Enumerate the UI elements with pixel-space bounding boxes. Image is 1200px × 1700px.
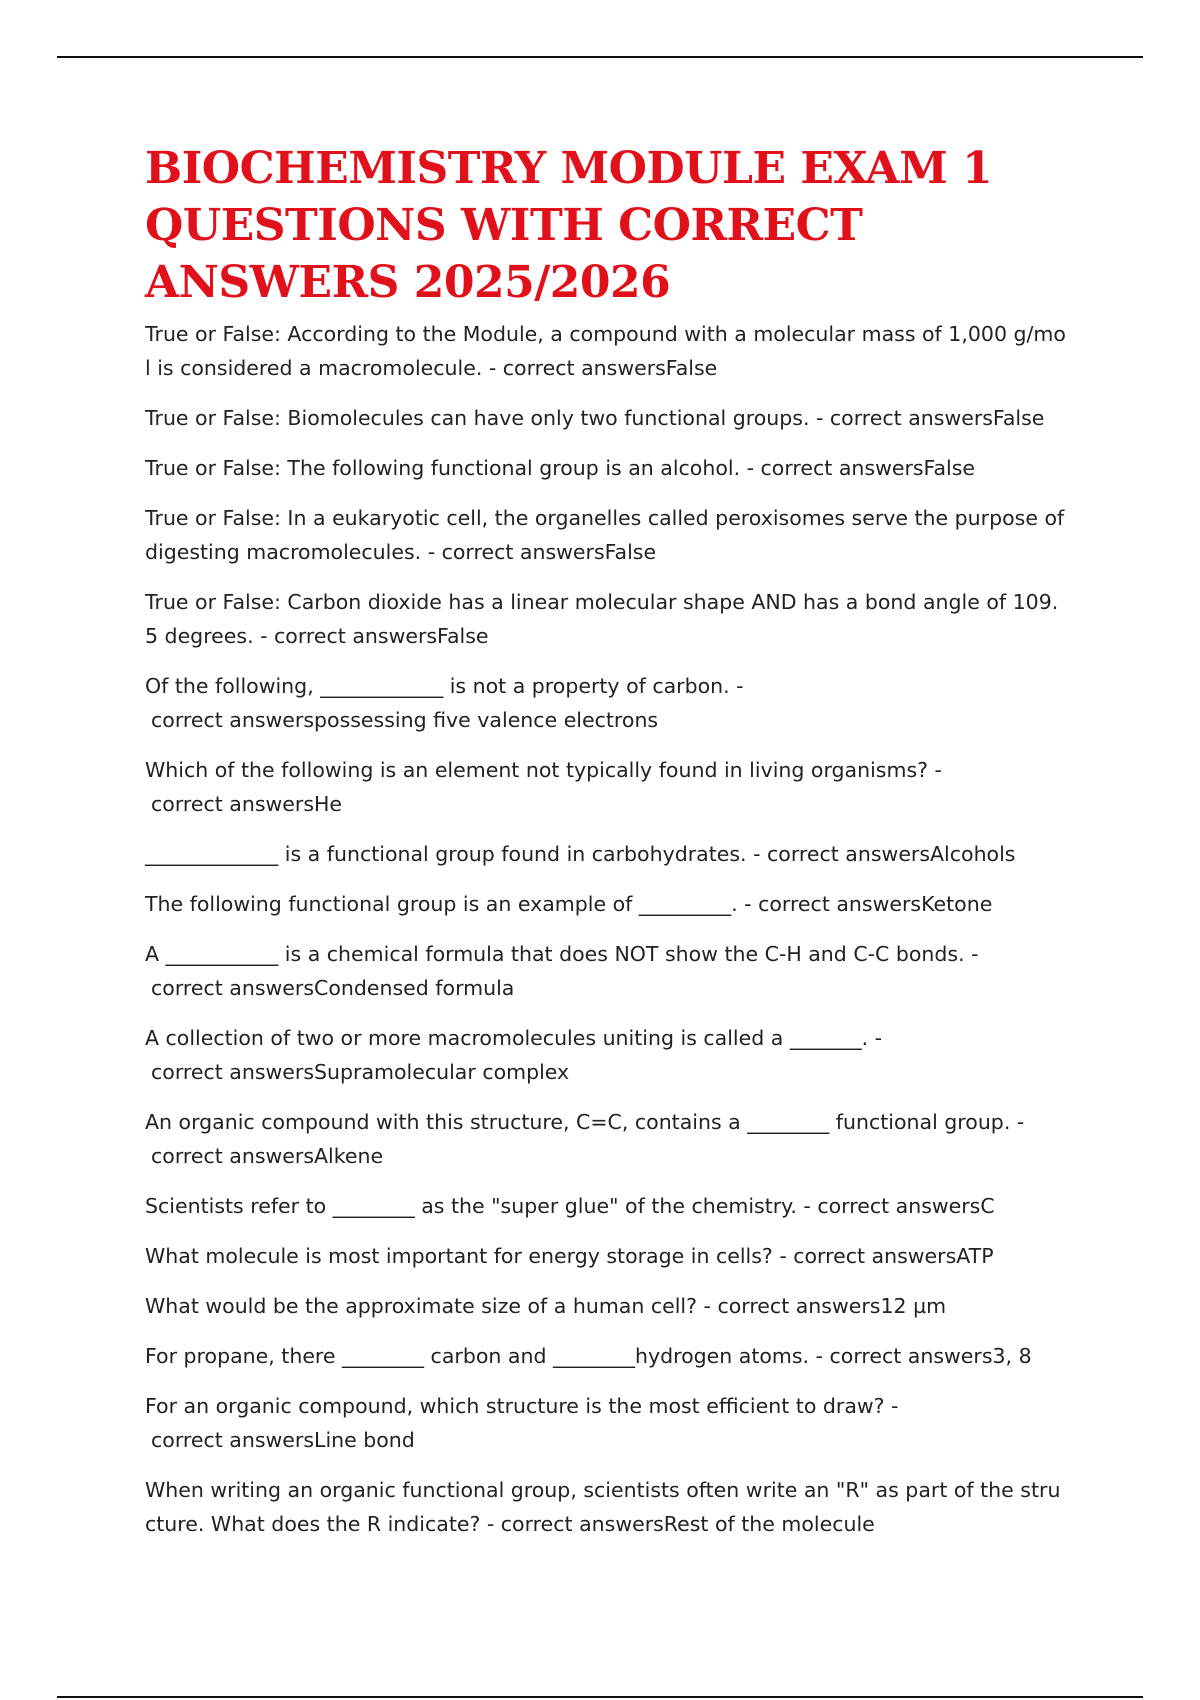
- qa-item: [145, 1473, 1070, 1541]
- qa-list: [145, 317, 1070, 1541]
- qa-item: [145, 1389, 1070, 1457]
- answer-text: correct answersFalse: [760, 456, 976, 480]
- document-body: [145, 140, 1070, 1557]
- qa-item: [145, 669, 1070, 737]
- bottom-rule: [57, 1696, 1143, 1698]
- question-text: A ___________ is a chemical formula that does NOT show the C-H and C-C bonds. -: [145, 942, 979, 966]
- answer-text: correct answersAlkene: [151, 1144, 384, 1168]
- answer-text: correct answersC: [817, 1194, 995, 1218]
- answer-text: correct answers12 µm: [717, 1294, 947, 1318]
- top-rule: [57, 56, 1143, 58]
- question-text: When writing an organic functional group, scientists often write an "R" as part of the structure. What does the R indicate? -: [145, 1478, 1061, 1536]
- question-text: True or False: The following functional group is an alcohol. -: [145, 456, 761, 480]
- qa-item: [145, 1289, 1070, 1323]
- question-text: A collection of two or more macromolecules uniting is called a _______. -: [145, 1026, 883, 1050]
- qa-item: [145, 401, 1070, 435]
- question-text: What molecule is most important for energy storage in cells? -: [145, 1244, 794, 1268]
- qa-item: [145, 753, 1070, 821]
- answer-text: correct answers3, 8: [829, 1344, 1032, 1368]
- qa-item: [145, 317, 1070, 385]
- document-title: BIOCHEMISTRY MODULE EXAM 1 QUESTIONS WITH CORRECT ANSWERS 2025/2026: [145, 143, 993, 308]
- answer-text: correct answersHe: [151, 792, 343, 816]
- answer-text: correct answersKetone: [758, 892, 993, 916]
- answer-text: correct answersLine bond: [151, 1428, 415, 1452]
- question-text: True or False: According to the Module, a compound with a molecular mass of 1,000 g/mol is considered a macromolecule. -: [145, 322, 1066, 380]
- answer-text: correct answersRest of the molecule: [500, 1512, 875, 1536]
- question-text: True or False: Carbon dioxide has a linear molecular shape AND has a bond angle of 109.5 degrees. -: [145, 590, 1059, 648]
- answer-text: correct answersFalse: [441, 540, 657, 564]
- question-text: What would be the approximate size of a human cell? -: [145, 1294, 718, 1318]
- qa-item: [145, 887, 1070, 921]
- answer-text: correct answersCondensed formula: [151, 976, 515, 1000]
- answer-text: correct answersFalse: [274, 624, 489, 648]
- answer-text: correct answersFalse: [829, 406, 1045, 430]
- question-text: _____________ is a functional group found in carbohydrates. -: [145, 842, 768, 866]
- qa-item: [145, 451, 1070, 485]
- answer-text: correct answersSupramolecular complex: [151, 1060, 570, 1084]
- question-text: The following functional group is an example of _________. -: [145, 892, 759, 916]
- answer-text: correct answerspossessing five valence electrons: [151, 708, 659, 732]
- question-text: For an organic compound, which structure is the most efficient to draw? -: [145, 1394, 899, 1418]
- qa-item: [145, 1021, 1070, 1089]
- question-text: True or False: Biomolecules can have only two functional groups. -: [145, 406, 830, 430]
- qa-item: [145, 501, 1070, 569]
- question-text: Scientists refer to ________ as the "super glue" of the chemistry. -: [145, 1194, 818, 1218]
- question-text: True or False: In a eukaryotic cell, the organelles called peroxisomes serve the purpose of digesting macromolecules. -: [145, 506, 1071, 564]
- qa-item: [145, 837, 1070, 871]
- question-text: Which of the following is an element not typically found in living organisms? -: [145, 758, 942, 782]
- qa-item: [145, 1339, 1070, 1373]
- question-text: An organic compound with this structure, C=C, contains a ________ functional group. -: [145, 1110, 1025, 1134]
- qa-item: [145, 1239, 1070, 1273]
- qa-item: [145, 585, 1070, 653]
- answer-text: correct answersATP: [793, 1244, 994, 1268]
- question-text: Of the following, ____________ is not a property of carbon. -: [145, 674, 744, 698]
- answer-text: correct answersAlcohols: [767, 842, 1016, 866]
- qa-item: [145, 937, 1070, 1005]
- qa-item: [145, 1105, 1070, 1173]
- answer-text: correct answersFalse: [502, 356, 718, 380]
- qa-item: [145, 1189, 1070, 1223]
- question-text: For propane, there ________ carbon and ________hydrogen atoms. -: [145, 1344, 830, 1368]
